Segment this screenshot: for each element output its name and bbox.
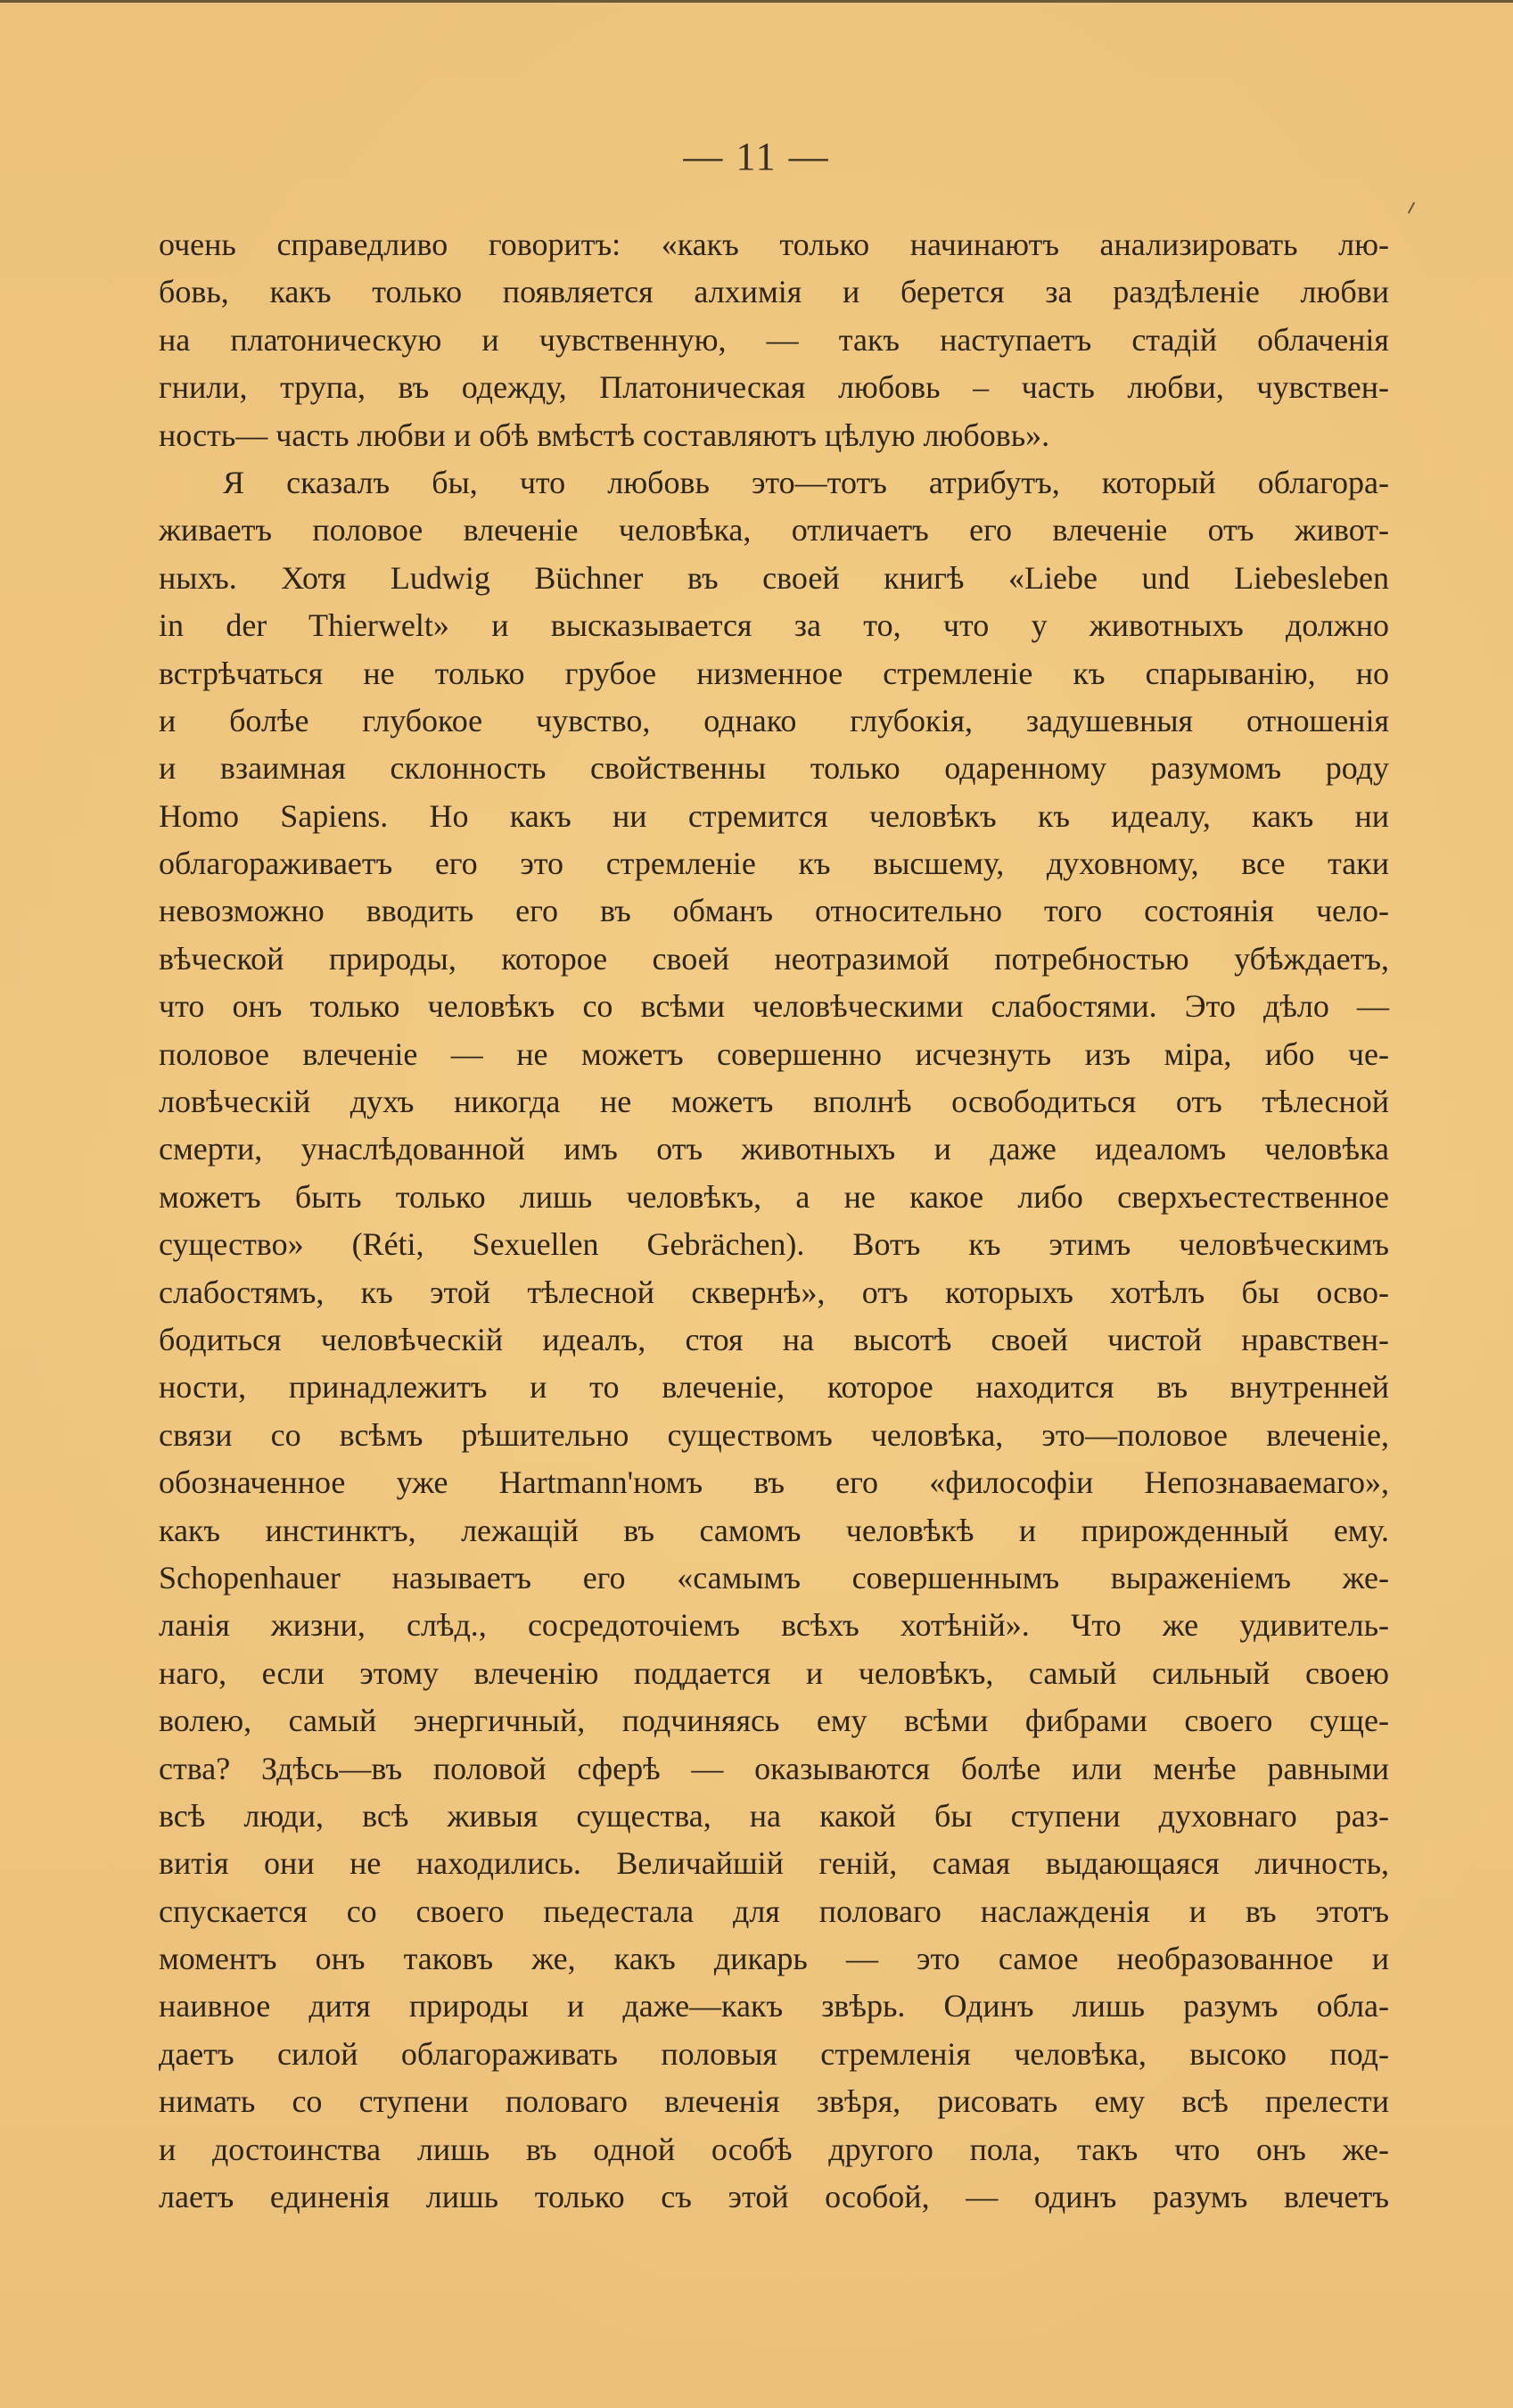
text-line: и достоинства лишь въ одной особѣ другого пола, такъ что онъ же- <box>159 2131 1389 2167</box>
text-line: на платоническую и чувственную, — такъ наступаетъ стадій облаченія <box>159 321 1389 358</box>
text-line: моментъ онъ таковъ же, какъ дикарь — это самое необразованное и <box>159 1941 1389 1977</box>
text-line: можетъ быть только лишь человѣкъ, а не какое либо сверхъестественное <box>159 1178 1389 1215</box>
text-line: ства? Здѣсь—въ половой сферѣ — оказываются болѣе или менѣе равными <box>159 1750 1389 1786</box>
text-line: связи со всѣмъ рѣшительно существомъ человѣка, это—половое влеченіе, <box>159 1416 1389 1453</box>
text-line: даетъ силой облагораживать половыя стремленія человѣка, высоко под- <box>159 2035 1389 2072</box>
text-line: лаетъ единенія лишь только съ этой особой, — одинъ разумъ влечетъ <box>159 2179 1389 2215</box>
text-line: спускается со своего пьедестала для половаго наслажденія и въ этотъ <box>159 1893 1389 1929</box>
text-line: что онъ только человѣкъ со всѣми человѣческими слабостями. Это дѣло — <box>159 988 1389 1025</box>
text-line: слабостямъ, къ этой тѣлесной сквернѣ», отъ которыхъ хотѣлъ бы осво- <box>159 1274 1389 1310</box>
body-text <box>159 221 1389 2221</box>
text-line: Я сказалъ бы, что любовь это—тотъ атрибутъ, который облагора- <box>223 464 1389 500</box>
text-line: невозможно вводить его въ обманъ относительно того состоянія чело- <box>159 893 1389 929</box>
text-line: ныхъ. Хотя Ludwig Büchner въ своей книгѣ «Liebe und Liebesleben <box>159 559 1389 596</box>
stray-pen-mark <box>1408 202 1415 213</box>
text-line: встрѣчаться не только грубое низменное стремленіе къ спарыванію, но <box>159 655 1389 691</box>
text-line: бовь, какъ только появляется алхимія и берется за раздѣленіе любви <box>159 274 1389 310</box>
text-line: и болѣе глубокое чувство, однако глубокія, задушевныя отношенія <box>159 702 1389 738</box>
text-line: всѣ люди, всѣ живыя существа, на какой бы ступени духовнаго раз- <box>159 1797 1389 1834</box>
text-line: обозначенное уже Hartmann'номъ въ его «философіи Непознаваемаго», <box>159 1464 1389 1501</box>
text-line: волею, самый энергичный, подчиняясь ему всѣми фибрами своего суще- <box>159 1703 1389 1739</box>
text-line: живаетъ половое влеченіе человѣка, отличаетъ его влеченіе отъ живот- <box>159 512 1389 548</box>
text-line: ность— часть любви и обѣ вмѣстѣ составляютъ цѣлую любовь». <box>159 416 1050 453</box>
text-line: ловѣческій духъ никогда не можетъ вполнѣ освободиться отъ тѣлесной <box>159 1084 1389 1120</box>
text-line: наго, если этому влеченію поддается и человѣкъ, самый сильный своею <box>159 1654 1389 1691</box>
text-line: нимать со ступени половаго влеченія звѣря, рисовать ему всѣ прелести <box>159 2083 1389 2120</box>
text-line: смерти, унаслѣдованной имъ отъ животныхъ и даже идеаломъ человѣка <box>159 1131 1389 1167</box>
text-line: ности, принадлежитъ и то влеченіе, которое находится въ внутренней <box>159 1369 1389 1406</box>
text-line: гнили, трупа, въ одежду, Платоническая любовь – часть любви, чувствен- <box>159 369 1389 406</box>
text-line: облагораживаетъ его это стремленіе къ высшему, духовному, все таки <box>159 845 1389 882</box>
text-line: и взаимная склонность свойственны только одаренному разумомъ роду <box>159 750 1389 787</box>
page-number: — 11 — <box>683 135 830 178</box>
text-line: Schopenhauer называетъ его «самымъ совершеннымъ выраженіемъ же- <box>159 1559 1389 1596</box>
text-line: какъ инстинктъ, лежащій въ самомъ человѣкѣ и прирожденный ему. <box>159 1512 1389 1548</box>
text-line: Homo Sapiens. Но какъ ни стремится человѣкъ къ идеалу, какъ ни <box>159 797 1389 834</box>
text-line: in der Thierwelt» и высказывается за то, что у животныхъ должно <box>159 607 1389 644</box>
text-line: наивное дитя природы и даже—какъ звѣрь. Одинъ лишь разумъ обла- <box>159 1988 1389 2025</box>
text-line: очень справедливо говоритъ: «какъ только начинаютъ анализировать лю- <box>159 227 1389 262</box>
text-line: половое влеченіе — не можетъ совершенно исчезнуть изъ міра, ибо че- <box>159 1035 1389 1072</box>
text-line: вѣческой природы, которое своей неотразимой потребностью убѣждаетъ, <box>159 940 1389 977</box>
text-line: бодиться человѣческій идеалъ, стоя на высотѣ своей чистой нравствен- <box>159 1321 1389 1357</box>
top-edge-rule <box>0 0 1513 3</box>
text-line: существо» (Réti, Sexuellen Gebrächen). Вотъ къ этимъ человѣческимъ <box>159 1226 1389 1263</box>
text-line: витія они не находились. Величайшій геній, самая выдающаяся личность, <box>159 1845 1389 1882</box>
text-line: ланія жизни, слѣд., сосредоточіемъ всѣхъ хотѣній». Что же удивитель- <box>159 1607 1389 1644</box>
